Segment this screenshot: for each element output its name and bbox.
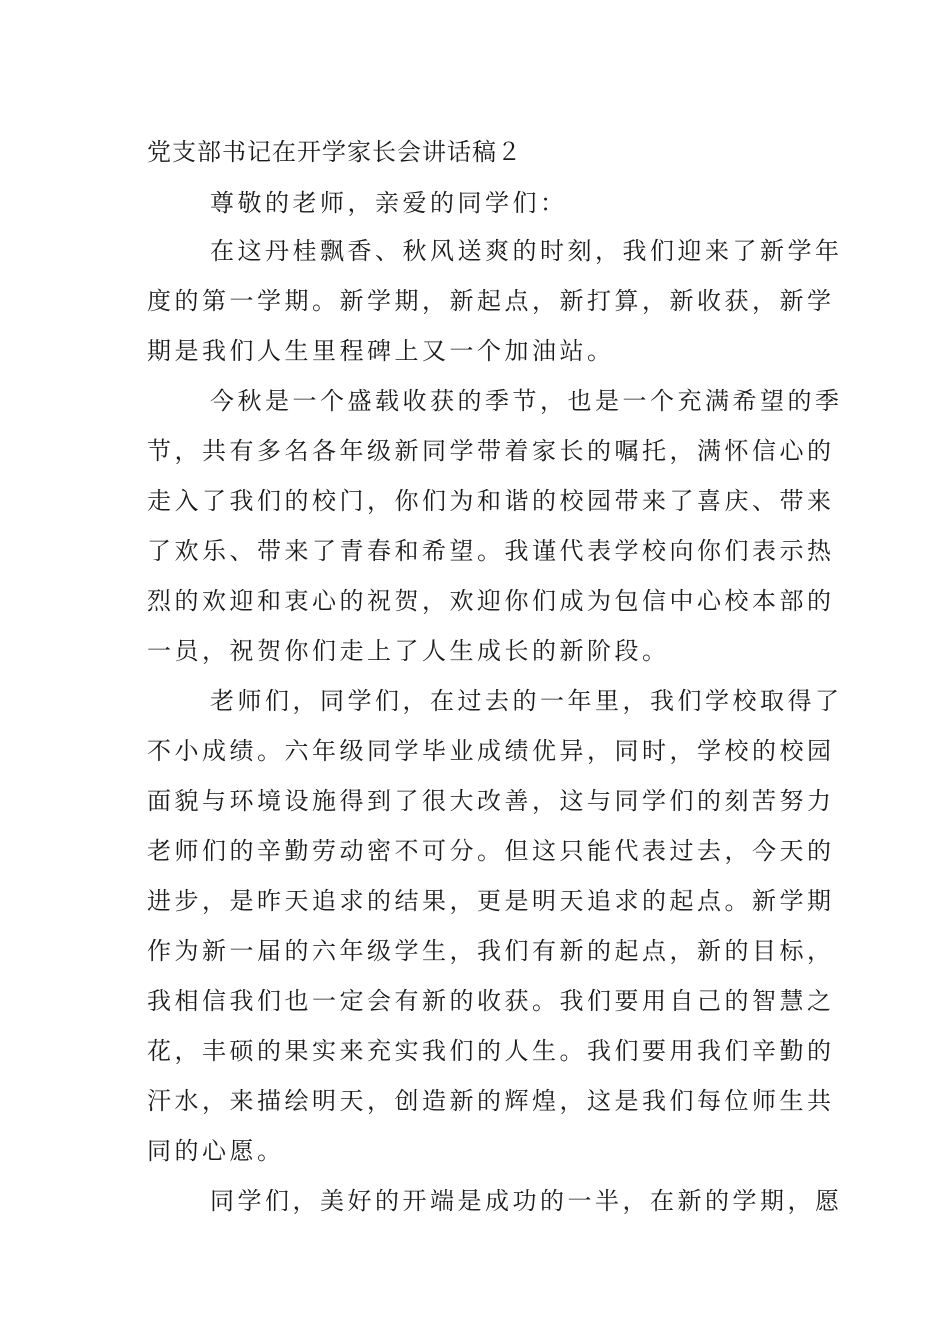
paragraph-line: 作为新一届的六年级学生，我们有新的起点，新的目标， <box>147 937 835 965</box>
paragraph-line: 今秋是一个盛载收获的季节，也是一个充满希望的季 <box>210 387 843 415</box>
document-title: 党支部书记在开学家长会讲话稿２ <box>147 138 522 166</box>
paragraph-line: 进步，是昨天追求的结果，更是明天追求的起点。新学期 <box>147 887 835 915</box>
salutation: 尊敬的老师，亲爱的同学们： <box>210 189 568 217</box>
paragraph-line: 一员，祝贺你们走上了人生成长的新阶段。 <box>147 637 670 665</box>
paragraph-line: 期是我们人生里程碑上又一个加油站。 <box>147 337 615 365</box>
paragraph-line: 走入了我们的校门，你们为和谐的校园带来了喜庆、带来 <box>147 487 835 515</box>
paragraph-line: 同的心愿。 <box>147 1137 285 1165</box>
paragraph-line: 度的第一学期。新学期，新起点，新打算，新收获，新学 <box>147 287 835 315</box>
paragraph-line: 在这丹桂飘香、秋风送爽的时刻，我们迎来了新学年 <box>210 237 843 265</box>
paragraph-line: 烈的欢迎和衷心的祝贺，欢迎你们成为包信中心校本部的 <box>147 587 835 615</box>
paragraph-line: 面貌与环境设施得到了很大改善，这与同学们的刻苦努力 <box>147 787 835 815</box>
paragraph-line: 汗水，来描绘明天，创造新的辉煌，这是我们每位师生共 <box>147 1087 835 1115</box>
paragraph-line: 同学们，美好的开端是成功的一半，在新的学期，愿 <box>210 1187 843 1215</box>
paragraph-line: 我相信我们也一定会有新的收获。我们要用自己的智慧之 <box>147 987 835 1015</box>
paragraph-line: 了欢乐、带来了青春和希望。我谨代表学校向你们表示热 <box>147 537 835 565</box>
paragraph-line: 老师们的辛勤劳动密不可分。但这只能代表过去，今天的 <box>147 837 835 865</box>
paragraph-line: 老师们，同学们，在过去的一年里，我们学校取得了 <box>210 687 843 715</box>
paragraph-line: 花，丰硕的果实来充实我们的人生。我们要用我们辛勤的 <box>147 1037 835 1065</box>
paragraph-line: 节，共有多名各年级新同学带着家长的嘱托，满怀信心的 <box>147 437 835 465</box>
paragraph-line: 不小成绩。六年级同学毕业成绩优异，同时，学校的校园 <box>147 737 835 765</box>
